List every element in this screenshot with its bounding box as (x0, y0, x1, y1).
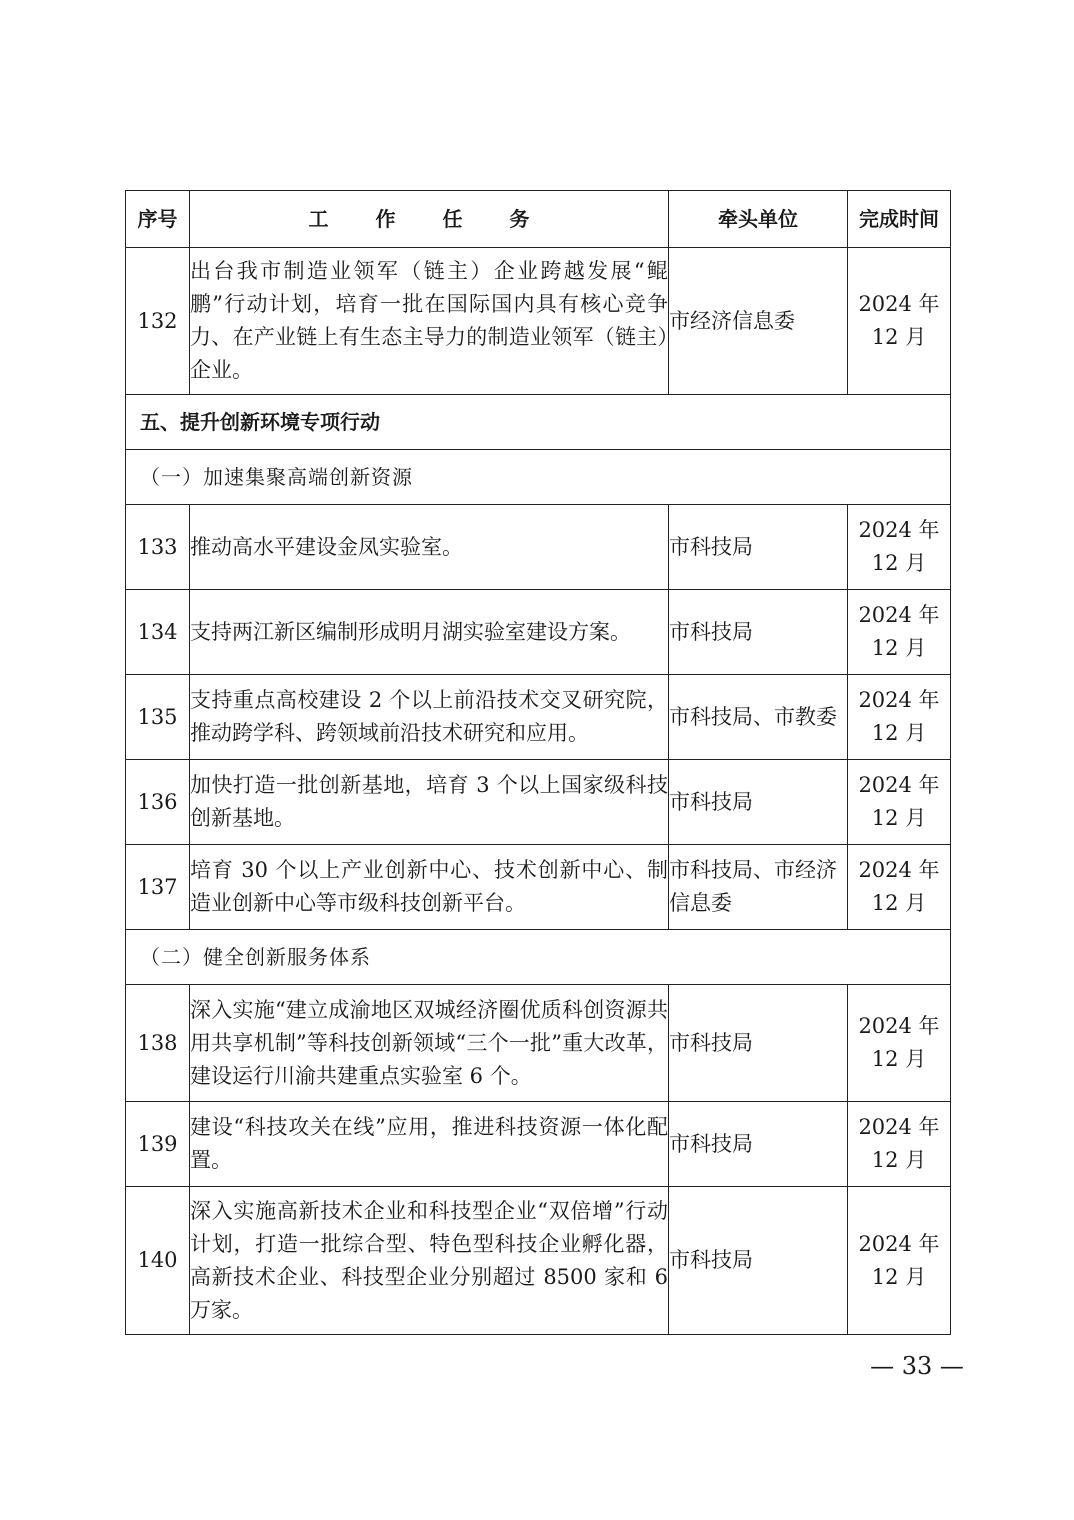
row-deadline (848, 675, 951, 760)
row-task: 支持重点高校建设 2 个以上前沿技术交叉研究院，推动跨学科、跨领域前沿技术研究和应用。 (190, 675, 669, 760)
row-task: 培育 30 个以上产业创新中心、技术创新中心、制造业创新中心等市级科技创新平台。 (190, 845, 669, 930)
task-table (125, 190, 951, 1335)
row-task: 深入实施高新技术企业和科技型企业“双倍增”行动计划，打造一批综合型、特色型科技企业孵化器，高新技术企业、科技型企业分别超过 8500 家和 6 万家。 (190, 1187, 669, 1335)
row-task: 出台我市制造业领军（链主）企业跨越发展“鲲鹏”行动计划，培育一批在国际国内具有核心竞争力、在产业链上有生态主导力的制造业领军（链主）企业。 (190, 248, 669, 395)
row-deadline (848, 590, 951, 675)
table-header-row (126, 191, 951, 248)
row-unit: 市科技局 (669, 1102, 848, 1187)
row-seq: 140 (126, 1187, 190, 1335)
row-task: 加快打造一批创新基地，培育 3 个以上国家级科技创新基地。 (190, 760, 669, 845)
table-row (126, 248, 951, 395)
row-deadline (848, 985, 951, 1102)
row-unit: 市科技局 (669, 760, 848, 845)
deadline-year: 2024 年 (858, 603, 940, 627)
deadline-month: 12 月 (871, 891, 927, 915)
row-task: 支持两江新区编制形成明月湖实验室建设方案。 (190, 590, 669, 675)
deadline-month: 12 月 (871, 1148, 927, 1172)
row-deadline (848, 845, 951, 930)
header-deadline: 完成时间 (848, 191, 951, 248)
section-row (126, 395, 951, 450)
row-seq: 139 (126, 1102, 190, 1187)
row-deadline (848, 760, 951, 845)
header-task: 工 作 任 务 (190, 191, 669, 248)
row-unit: 市科技局、市教委 (669, 675, 848, 760)
subsection-heading: （一）加速集聚高端创新资源 (126, 450, 951, 505)
deadline-month: 12 月 (871, 806, 927, 830)
deadline-month: 12 月 (871, 551, 927, 575)
row-task: 推动高水平建设金凤实验室。 (190, 505, 669, 590)
row-task: 建设“科技攻关在线”应用，推进科技资源一体化配置。 (190, 1102, 669, 1187)
deadline-year: 2024 年 (858, 773, 940, 797)
subsection-heading: （二）健全创新服务体系 (126, 930, 951, 985)
deadline-year: 2024 年 (858, 518, 940, 542)
row-seq: 134 (126, 590, 190, 675)
row-deadline (848, 505, 951, 590)
row-seq: 133 (126, 505, 190, 590)
row-unit: 市科技局 (669, 985, 848, 1102)
row-seq: 132 (126, 248, 190, 395)
row-deadline (848, 248, 951, 395)
section-heading: 五、提升创新环境专项行动 (126, 395, 951, 450)
row-unit: 市科技局 (669, 1187, 848, 1335)
row-deadline (848, 1187, 951, 1335)
table-row (126, 505, 951, 590)
table-row (126, 760, 951, 845)
table-row (126, 590, 951, 675)
deadline-year: 2024 年 (858, 688, 940, 712)
row-task: 深入实施“建立成渝地区双城经济圈优质科创资源共用共享机制”等科技创新领域“三个一批”重大改革，建设运行川渝共建重点实验室 6 个。 (190, 985, 669, 1102)
row-unit: 市科技局、市经济信息委 (669, 845, 848, 930)
deadline-month: 12 月 (871, 636, 927, 660)
table-row (126, 985, 951, 1102)
row-unit: 市科技局 (669, 505, 848, 590)
table-row (126, 1102, 951, 1187)
row-seq: 135 (126, 675, 190, 760)
deadline-year: 2024 年 (858, 292, 940, 316)
header-seq: 序号 (126, 191, 190, 248)
header-unit: 牵头单位 (669, 191, 848, 248)
page-number (0, 1352, 1074, 1380)
row-unit: 市经济信息委 (669, 248, 848, 395)
deadline-month: 12 月 (871, 1047, 927, 1071)
deadline-year: 2024 年 (858, 1014, 940, 1038)
page-number-text: — 33 — (870, 1352, 964, 1380)
table-row (126, 675, 951, 760)
row-deadline (848, 1102, 951, 1187)
deadline-month: 12 月 (871, 721, 927, 745)
deadline-month: 12 月 (871, 325, 927, 349)
deadline-year: 2024 年 (858, 1231, 940, 1256)
table-row (126, 1187, 951, 1335)
row-unit: 市科技局 (669, 590, 848, 675)
deadline-year: 2024 年 (858, 858, 940, 882)
subsection-row (126, 930, 951, 985)
table-row (126, 845, 951, 930)
subsection-row (126, 450, 951, 505)
deadline-month: 12 月 (871, 1264, 927, 1289)
row-seq: 138 (126, 985, 190, 1102)
row-seq: 136 (126, 760, 190, 845)
deadline-year: 2024 年 (858, 1115, 940, 1139)
row-seq: 137 (126, 845, 190, 930)
